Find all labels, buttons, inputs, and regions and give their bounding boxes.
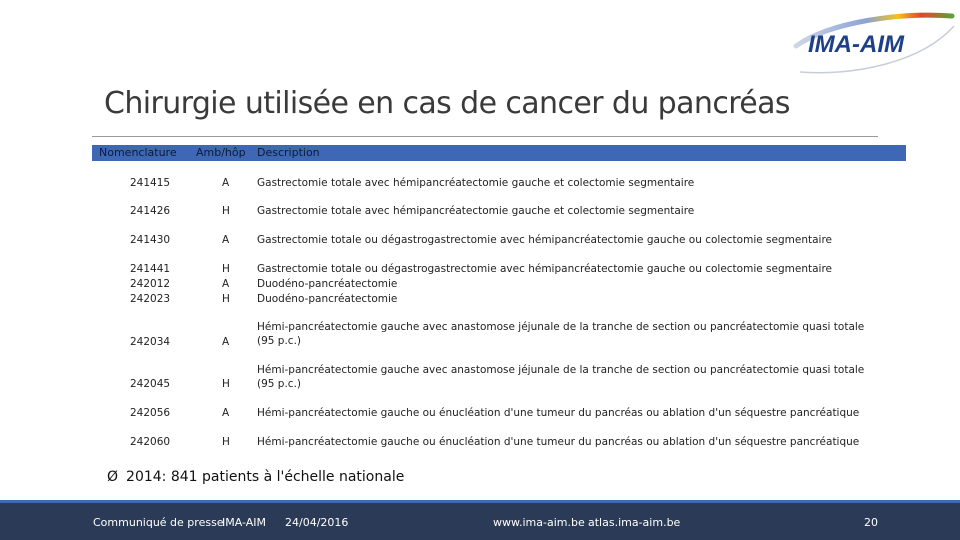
code-cell: 242023 [130, 293, 171, 305]
footer-atlas-link[interactable]: atlas.ima-aim.be [588, 516, 681, 529]
summary-bullet [107, 469, 404, 485]
description-cell: Duodéno-pancréatectomie [257, 293, 398, 305]
header-description: Description [257, 146, 320, 159]
description-cell: Gastrectomie totale avec hémipancréatectomie gauche et colectomie segmentaire [257, 205, 695, 217]
description-cell: (95 p.c.) [257, 378, 302, 390]
code-cell: 242056 [130, 407, 171, 419]
arrow-bullet-icon: Ø [107, 469, 119, 485]
page-number: 20 [864, 516, 878, 529]
logo-swoosh-icon [790, 6, 958, 76]
description-cell: Gastrectomie totale ou dégastrogastrectomie avec hémipancréatectomie gauche ou colectomie segmentaire [257, 234, 832, 246]
code-cell: 242012 [130, 278, 171, 290]
footer-date: 24/04/2016 [285, 516, 349, 529]
title-divider [92, 136, 878, 137]
code-cell: 242045 [130, 378, 171, 390]
footer-label: Communiqué de presse [93, 516, 224, 529]
footer-org: IMA-AIM [222, 516, 267, 529]
amb-cell: H [222, 263, 230, 275]
code-cell: 241426 [130, 205, 171, 217]
description-cell: Duodéno-pancréatectomie [257, 278, 398, 290]
code-cell: 242060 [130, 436, 171, 448]
header-nomenclature: Nomenclature [99, 146, 177, 159]
header-amb-hop: Amb/hôp [196, 146, 246, 159]
amb-cell: H [222, 436, 230, 448]
description-cell: Gastrectomie totale ou dégastrogastrectomie avec hémipancréatectomie gauche ou colectomie segmentaire [257, 263, 832, 275]
amb-cell: A [222, 407, 230, 419]
table-header [92, 145, 906, 161]
amb-cell: H [222, 205, 230, 217]
amb-cell: H [222, 378, 230, 390]
code-cell: 241415 [130, 177, 171, 189]
description-cell: Hémi-pancréatectomie gauche ou énucléation d'une tumeur du pancréas ou ablation d'un séquestre pancréatique [257, 407, 860, 419]
code-cell: 242034 [130, 336, 171, 348]
ima-aim-logo [790, 6, 958, 76]
logo-text: IMA-AIM [808, 31, 904, 58]
amb-cell: A [222, 336, 230, 348]
description-cell: (95 p.c.) [257, 335, 302, 347]
amb-cell: A [222, 177, 230, 189]
amb-cell: A [222, 278, 230, 290]
footer-bar [0, 503, 960, 540]
amb-cell: A [222, 234, 230, 246]
description-cell: Hémi-pancréatectomie gauche avec anastomose jéjunale de la tranche de section ou pancréatectomie quasi totale [257, 321, 865, 333]
code-cell: 241441 [130, 263, 171, 275]
page-title: Chirurgie utilisée en cas de cancer du pancréas [104, 86, 790, 121]
description-cell: Hémi-pancréatectomie gauche avec anastomose jéjunale de la tranche de section ou pancréatectomie quasi totale [257, 364, 865, 376]
description-cell: Gastrectomie totale avec hémipancréatectomie gauche et colectomie segmentaire [257, 177, 695, 189]
description-cell: Hémi-pancréatectomie gauche ou énucléation d'une tumeur du pancréas ou ablation d'un séquestre pancréatique [257, 436, 860, 448]
summary-text: 2014: 841 patients à l'échelle nationale [126, 469, 405, 485]
amb-cell: H [222, 293, 230, 305]
code-cell: 241430 [130, 234, 171, 246]
footer-website-link[interactable]: www.ima-aim.be [493, 516, 585, 529]
